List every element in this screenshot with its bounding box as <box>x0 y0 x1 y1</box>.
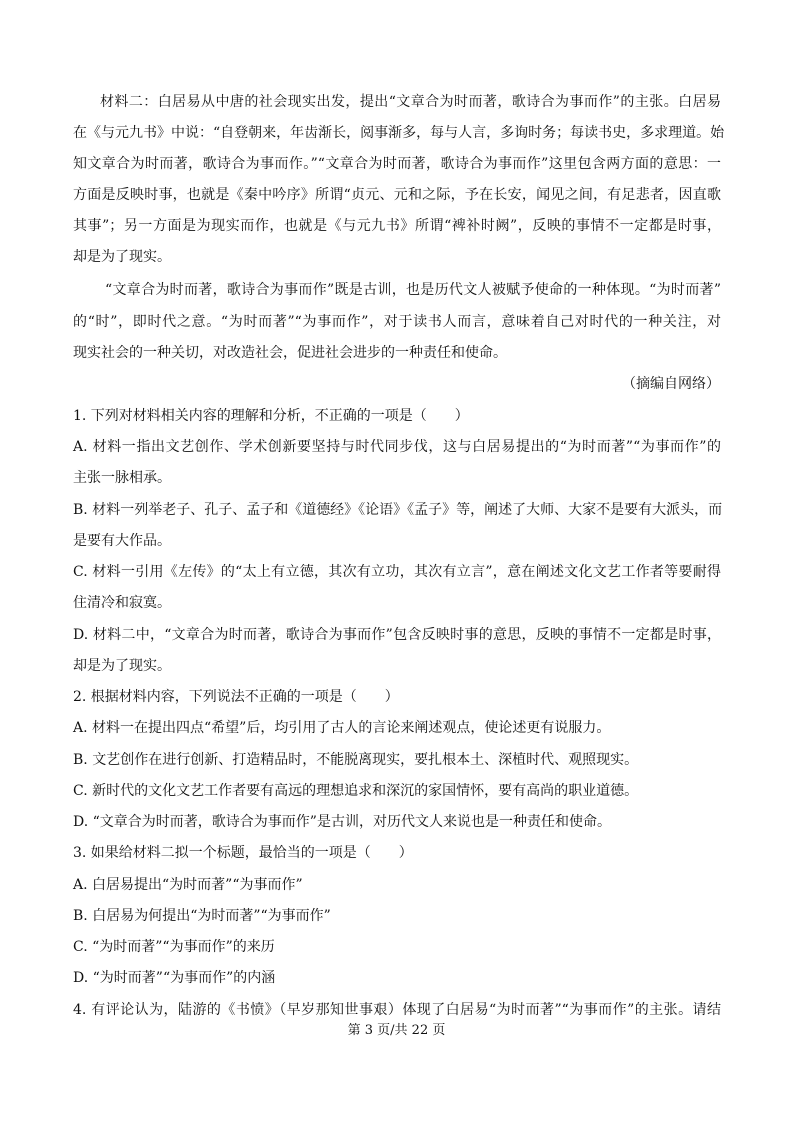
option-a: A. 材料一在提出四点“希望”后，均引用了古人的言论来阐述观点，使论述更有说服力。 <box>73 720 611 736</box>
page-number: 第 3 页/共 22 页 <box>347 1023 446 1038</box>
option-a-cont: 主张一脉相承。 <box>73 470 171 486</box>
option-c: C. “为时而著”“为事而作”的来历 <box>73 939 275 955</box>
option-b: B. 材料一列举老子、孔子、孟子和《道德经》《论语》《孟子》等，阐述了大师、大家不是要有大派头，而 <box>73 502 723 518</box>
option-a: A. 材料一指出文艺创作、学术创新要坚持与时代同步伐，这与白居易提出的“为时而著”“为事而作”的 <box>73 439 721 455</box>
question-stem: 4. 有评论认为，陆游的《书愤》（早岁那知世事艰）体现了白居易“为时而著”“为事而作”的主张。请结 <box>73 1002 721 1018</box>
option-c-cont: 住清冷和寂寞。 <box>73 595 171 611</box>
option-d-cont: 却是为了现实。 <box>73 658 171 674</box>
option-c: C. 新时代的文化文艺工作者要有高远的理想追求和深沉的家国情怀，要有高尚的职业道德。 <box>73 783 639 799</box>
option-c: C. 材料一引用《左传》的“太上有立德，其次有立功，其次有立言”，意在阐述文化文艺工作者等要耐得 <box>73 564 721 580</box>
paragraph-line: 知文章合为时而著，歌诗合为事而作。”“文章合为时而著，歌诗合为事而作”这里包含两方面的意思：一 <box>73 156 721 172</box>
paragraph-line: 在《与元九书》中说：“自登朝来，年齿渐长，阅事渐多，每与人言，多询时务；每读书史，多求理道。始 <box>73 125 725 141</box>
paragraph-line: 其事”；另一方面是为现实而作，也就是《与元九书》所谓“裨补时阙”，反映的事情不一定都是时事， <box>73 218 721 234</box>
option-d: D. “为时而著”“为事而作”的内涵 <box>73 970 276 986</box>
question-stem: 2. 根据材料内容，下列说法不正确的一项是（ ） <box>73 689 399 705</box>
option-b: B. 白居易为何提出“为时而著”“为事而作” <box>73 908 331 924</box>
option-b: B. 文艺创作在进行创新、打造精品时，不能脱离现实，要扎根本土、深植时代、观照现实。 <box>73 752 639 768</box>
option-a: A. 白居易提出“为时而著”“为事而作” <box>73 877 303 893</box>
option-d: D. 材料二中，“文章合为时而著，歌诗合为事而作”包含反映时事的意思，反映的事情不一定都是时事， <box>73 627 721 643</box>
question-stem: 3. 如果给材料二拟一个标题，最恰当的一项是（ ） <box>73 845 413 861</box>
option-d: D. “文章合为时而著，歌诗合为事而作”是古训，对历代文人来说也是一种责任和使命。 <box>73 814 611 830</box>
paragraph-line: 材料二：白居易从中唐的社会现实出发，提出“文章合为时而著，歌诗合为事而作”的主张。白居易 <box>100 94 721 110</box>
option-b-cont: 是要有大作品。 <box>73 533 171 549</box>
question-stem: 1. 下列对材料相关内容的理解和分析，不正确的一项是（ ） <box>73 408 469 424</box>
source-note: （摘编自网络） <box>622 376 720 392</box>
paragraph-line: 现实社会的一种关切，对改造社会，促进社会进步的一种责任和使命。 <box>73 345 507 361</box>
paragraph-line: 却是为了现实。 <box>73 249 171 265</box>
paragraph-line: 方面是反映时事，也就是《秦中吟序》所谓“贞元、元和之际，予在长安，闻见之间，有足悲者，因直歌 <box>73 187 721 203</box>
paragraph-line: “文章合为时而著，歌诗合为事而作”既是古训，也是历代文人被赋予使命的一种体现。“为时而著” <box>105 282 721 298</box>
paragraph-line: 的“时”，即时代之意。“为时而著”“为事而作”，对于读书人而言，意味着自己对时代的一种关注，对 <box>73 314 721 330</box>
